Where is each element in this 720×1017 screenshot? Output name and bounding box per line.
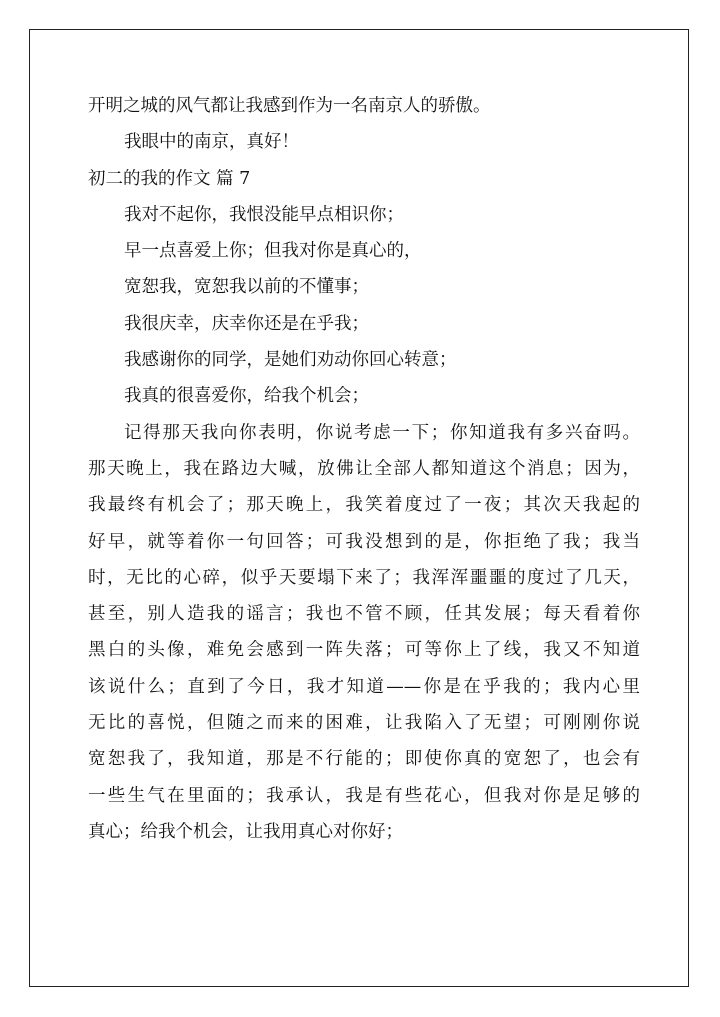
paragraph-line: 黑白的头像，难免会感到一阵失落；可等你上了线，我又不知道 — [88, 640, 640, 661]
text-line: 我真的很喜爱你，给我个机会； — [124, 386, 369, 407]
paragraph-line: 真心；给我个机会，让我用真心对你好； — [88, 821, 403, 842]
text-line: 早一点喜爱上你；但我对你是真心的， — [124, 241, 422, 262]
paragraph-line: 好早，就等着你一句回答；可我没想到的是，你拒绝了我；我当 — [88, 531, 640, 552]
section-heading: 初二的我的作文 篇 7 — [88, 168, 251, 189]
text-line: 我感谢你的同学，是她们劝动你回心转意； — [124, 350, 457, 371]
text-line: 我眼中的南京，真好！ — [124, 132, 299, 153]
text-line: 我对不起你，我恨没能早点相识你； — [124, 204, 404, 225]
paragraph-line: 一些生气在里面的；我承认，我是有些花心，但我对你是足够的 — [88, 785, 640, 806]
paragraph-line: 无比的喜悦，但随之而来的困难，让我陷入了无望；可刚刚你说 — [88, 713, 640, 734]
text-line: 宽恕我，宽恕我以前的不懂事； — [124, 277, 369, 298]
paragraph-line: 该说什么；直到了今日，我才知道——你是在乎我的；我内心里 — [88, 676, 640, 697]
paragraph-line: 记得那天我向你表明，你说考虑一下；你知道我有多兴奋吗。 — [124, 422, 640, 443]
paragraph-line: 我最终有机会了；那天晚上，我笑着度过了一夜；其次天我起的 — [88, 495, 640, 516]
paragraph-line: 甚至，别人造我的谣言；我也不管不顾，任其发展；每天看着你 — [88, 604, 640, 625]
text-line: 我很庆幸，庆幸你还是在乎我； — [124, 313, 369, 334]
document-body — [88, 88, 640, 850]
paragraph-line: 宽恕我了，我知道，那是不行能的；即使你真的宽恕了，也会有 — [88, 749, 640, 770]
text-line: 开明之城的风气都让我感到作为一名南京人的骄傲。 — [88, 96, 491, 116]
paragraph-line: 那天晚上，我在路边大喊，放佛让全部人都知道这个消息；因为， — [88, 458, 640, 479]
paragraph-line: 时，无比的心碎，似乎天要塌下来了；我浑浑噩噩的度过了几天， — [88, 567, 640, 588]
